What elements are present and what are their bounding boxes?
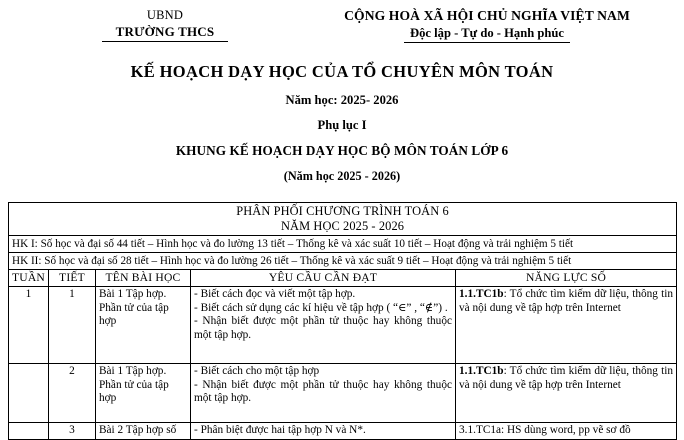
column-header-ten-bai-hoc: TÊN BÀI HỌC: [96, 270, 191, 287]
letterhead-left-block: [0, 7, 300, 42]
cell-tiet: 2: [49, 364, 96, 423]
semester-1-row: [9, 236, 677, 253]
annex-subtitle: Phụ lục I: [317, 118, 367, 132]
cell-tuan: 1: [9, 287, 49, 364]
document-title-block: [0, 62, 684, 184]
cell-tiet: 1: [49, 287, 96, 364]
letterhead-right-block: [300, 7, 684, 43]
requirement-line: - Biết cách cho một tập hợp: [194, 365, 320, 377]
cell-ten-bai-hoc: Bài 1 Tập hợp. Phần tử của tập hợp: [96, 287, 191, 364]
framework-subtitle: KHUNG KẾ HOẠCH DẠY HỌC BỘ MÔN TOÁN LỚP 6: [175, 143, 509, 158]
page-title: KẾ HOẠCH DẠY HỌC CỦA TỔ CHUYÊN MÔN TOÁN: [130, 62, 554, 81]
program-title-line1: PHÂN PHỐI CHƯƠNG TRÌNH TOÁN 6: [236, 204, 449, 218]
table-row: [9, 287, 677, 364]
cell-tiet: 3: [49, 423, 96, 440]
cell-nang-luc-so: [456, 287, 677, 364]
organization-label: UBND: [146, 8, 184, 22]
table-row: [9, 364, 677, 423]
cell-yeu-cau-can-dat: - Phân biệt được hai tập hợp N và N*.: [191, 423, 456, 440]
semester-2-summary: HK II: Số học và đại số 28 tiết – Hình học và đo lường 26 tiết – Thống kê và xác suất 9 tiết – Hoạt động và trải nghiệm 5 tiết: [9, 253, 677, 270]
national-motto-label: Độc lập - Tự do - Hạnh phúc: [404, 25, 570, 43]
requirement-line: - Biết cách sử dụng các kí hiệu về tập hợp ( “∈” , “∉”) .: [194, 301, 448, 314]
cell-tuan: [9, 364, 49, 423]
requirement-line: - Biết cách đọc và viết một tập hợp.: [194, 288, 356, 300]
framework-year-subtitle: (Năm học 2025 - 2026): [283, 169, 401, 183]
digital-competency-code: 1.1.TC1b: [459, 365, 504, 377]
cell-nang-luc-so: [456, 364, 677, 423]
semester-2-row: [9, 253, 677, 270]
column-header-tiet: TIẾT: [49, 270, 96, 287]
school-year-subtitle: Năm học: 2025- 2026: [285, 93, 399, 107]
curriculum-distribution-table: [8, 202, 677, 440]
letterhead: [0, 0, 684, 43]
digital-competency-text: : Tổ chức tìm kiếm dữ liệu, thông tin và nội dung về tập hợp trên Internet: [459, 365, 674, 391]
requirement-line: - Nhận biết được một phần tử thuộc hay không thuộc một tập hợp.: [194, 378, 452, 404]
cell-ten-bai-hoc: Bài 1 Tập hợp. Phần tử của tập hợp: [96, 364, 191, 423]
column-header-nang-luc-so: NĂNG LỰC SỐ: [456, 270, 677, 287]
curriculum-table-wrapper: [8, 202, 676, 440]
cell-ten-bai-hoc: Bài 2 Tập hợp số: [96, 423, 191, 440]
column-header-yeu-cau-can-dat: YÊU CẦU CẦN ĐẠT: [191, 270, 456, 287]
requirement-line: - Nhận biết được một phần tử thuộc hay không thuộc một tập hợp.: [194, 315, 452, 341]
table-column-header-row: [9, 270, 677, 287]
program-title-cell: [9, 203, 677, 236]
digital-competency-code: 1.1.TC1b: [459, 288, 504, 300]
table-title-row: [9, 203, 677, 236]
country-name-label: CỘNG HOÀ XÃ HỘI CHỦ NGHĨA VIỆT NAM: [344, 8, 630, 23]
cell-yeu-cau-can-dat: [191, 364, 456, 423]
cell-yeu-cau-can-dat: [191, 287, 456, 364]
school-name-label: TRƯỜNG THCS: [102, 23, 229, 42]
semester-1-summary: HK I: Số học và đại số 44 tiết – Hình học và đo lường 13 tiết – Thống kê và xác suất 10 tiết – Hoạt động và trải nghiệm 5 tiết: [9, 236, 677, 253]
digital-competency-text: : Tổ chức tìm kiếm dữ liệu, thông tin và nội dung về tập hợp trên Internet: [459, 288, 674, 314]
column-header-tuan: TUẦN: [9, 270, 49, 287]
program-title-line2: NĂM HỌC 2025 - 2026: [280, 219, 405, 233]
cell-nang-luc-so: 3.1.TC1a: HS dùng word, pp vẽ sơ đồ: [456, 423, 677, 440]
